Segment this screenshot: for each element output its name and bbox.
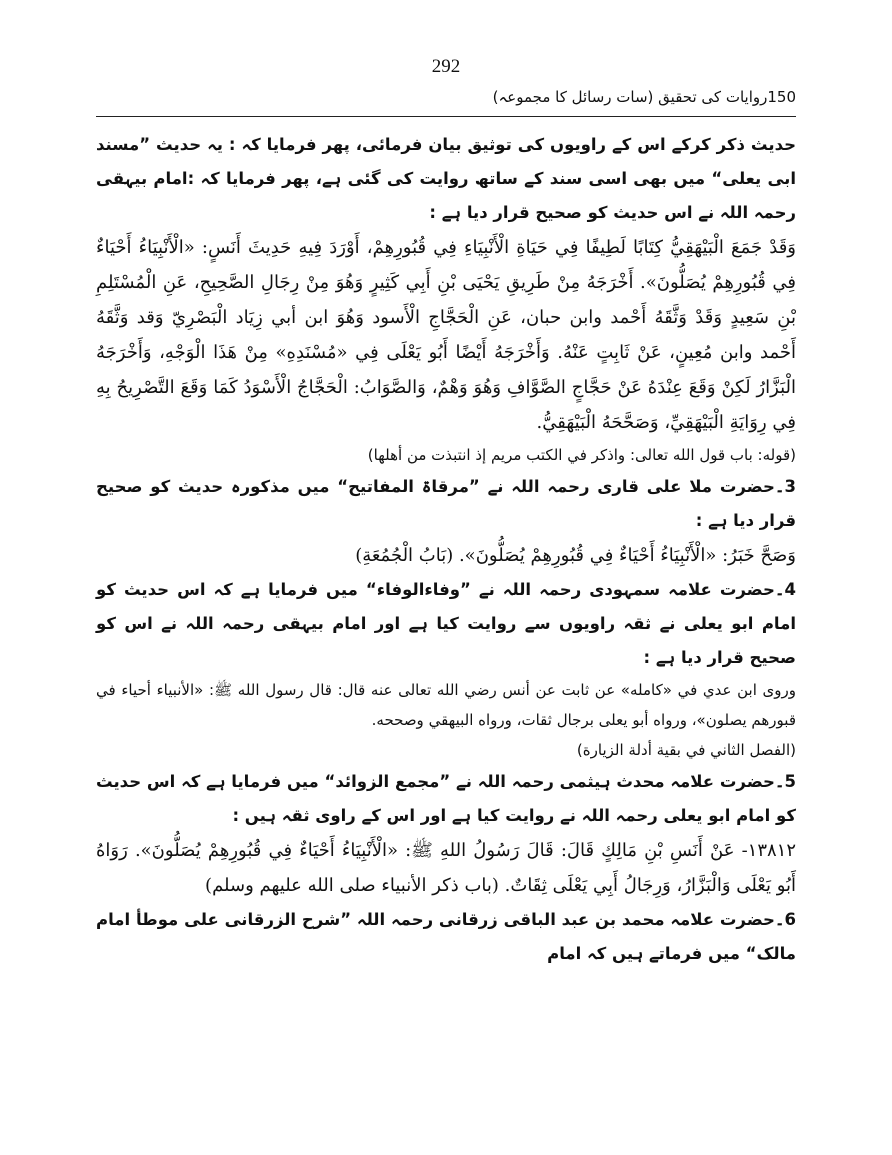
urdu-paragraph-haythami: 5۔حضرت علامہ محدث ہیثمی رحمہ اللہ نے ”مجمع الزوائد“ میں فرمایا ہے کہ اس حدیث کو امام ابو یعلی رحمہ اللہ نے روایت کیا ہے اور اس کے راوی ثقہ ہیں : [96, 772, 796, 825]
urdu-paragraph-mulla-ali-qari: 3۔حضرت ملا علی قاری رحمہ اللہ نے ”مرقاۃ المفاتیح“ میں مذکورہ حدیث کو صحیح قرار دیا ہے : [96, 477, 796, 530]
arabic-quote-bayhaqi: وَقَدْ جَمَعَ الْبَيْهَقِيُّ كِتَابًا لَطِيفًا فِي حَيَاةِ الْأَنْبِيَاءِ فِي قُبُورِهِمْ، أَوْرَدَ فِيهِ حَدِيثَ أَنَسٍ: «الْأَنْبِيَاءُ أَحْيَاءٌ فِي قُبُورِهِمْ يُصَلُّونَ». أَخْرَجَهُ مِنْ طَرِيقِ يَحْيَى بْنِ أَبِي كَثِيرٍ وَهُوَ مِنْ رِجَالِ الصَّحِيحِ، عَنِ الْمُسْتَلِمِ بْنِ سَعِيدٍ وَقَدْ وَثَّقَهُ أَحْمد وابن حبان، عَنِ الْحَجَّاجِ الْأَسود وَهُوَ ابن أبي زِيَاد الْبَصْرِيّ وَقد وَثَّقَهُ أَحْمد وابن مُعِينٍ، عَنْ ثَابِتٍ عَنْهُ. وَأَخْرَجَهُ أَيْضًا أَبُو يَعْلَى فِي «مُسْنَدِهِ» مِنْ هَذَا الْوَجْهِ، وَأَخْرَجَهُ الْبَزَّارُ لَكِنْ وَقَعَ عِنْدَهُ عَنْ حَجَّاجٍ الصَّوَّافِ وَهُوَ وَهْمٌ، وَالصَّوَابُ: الْحَجَّاجُ الْأَسْوَدُ كَمَا وَقَعَ التَّصْرِيحُ بِهِ فِي رِوَايَةِ الْبَيْهَقِيِّ، وَصَحَّحَهُ الْبَيْهَقِيُّ. [96, 237, 796, 433]
reference-citation: (الفصل الثاني في بقية أدلة الزيارة) [576, 741, 796, 759]
arabic-quote-wafa: وروى ابن عدي في «كامله» عن ثابت عن أنس رضي الله تعالى عنه قال: قال رسول الله ﷺ: «الأنبياء أحياء في قبورهم يصلون»، ورواه أبو يعلى برجال ثقات، ورواه البيهقي وصححه. [96, 681, 796, 729]
reference-citation: (قوله: باب قول الله تعالى: واذكر في الكتب مريم إذ انتبذت من أهلها) [367, 446, 796, 464]
urdu-paragraph-intro: حدیث ذکر کرکے اس کے راویوں کی توثیق بیان فرمائی، پھر فرمایا کہ : یہ حدیث ”مسند ابی یعلی“ میں بھی اسی سند کے ساتھ روایت کی گئی ہے، پھر فرمایا کہ :امام بیہقی رحمہ اللہ نے اس حدیث کو صحیح قرار دیا ہے : [96, 135, 796, 222]
page-number: 292 [431, 56, 461, 77]
urdu-paragraph-zurqani: 6۔حضرت علامہ محمد بن عبد الباقی زرقانی رحمہ اللہ ”شرح الزرقانی علی موطأ امام مالک“ میں فرماتے ہیں کہ امام [96, 910, 796, 963]
arabic-quote-majma: ١٣٨١٢- عَنْ أَنَسِ بْنِ مَالِكٍ قَالَ: قَالَ رَسُولُ اللهِ ﷺ: «الْأَنْبِيَاءُ أَحْيَاءٌ فِي قُبُورِهِمْ يُصَلُّونَ». رَوَاهُ أَبُو يَعْلَى وَالْبَزَّارُ، وَرِجَالُ أَبِي يَعْلَى ثِقَاتٌ. (باب ذكر الأنبياء صلى الله عليهم وسلم) [96, 840, 796, 896]
running-header: 150روایات کی تحقیق (سات رسائل کا مجموعہ) [492, 88, 796, 106]
urdu-paragraph-samhudi: 4۔حضرت علامہ سمہودی رحمہ اللہ نے ”وفاءالوفاء“ میں فرمایا ہے کہ اس حدیث کو امام ابو یعلی نے ثقہ راویوں سے روایت کیا ہے اور امام بیہقی رحمہ اللہ نے اس کو صحیح قرار دیا ہے : [96, 580, 796, 667]
arabic-quote-mirqat: وَصَحَّ خَبَرُ: «الْأَنْبِيَاءُ أَحْيَاءٌ فِي قُبُورِهِمْ يُصَلُّونَ». (بَابُ الْجُمُعَةِ) [355, 545, 796, 566]
page-body [96, 128, 796, 971]
header-divider [96, 116, 796, 117]
